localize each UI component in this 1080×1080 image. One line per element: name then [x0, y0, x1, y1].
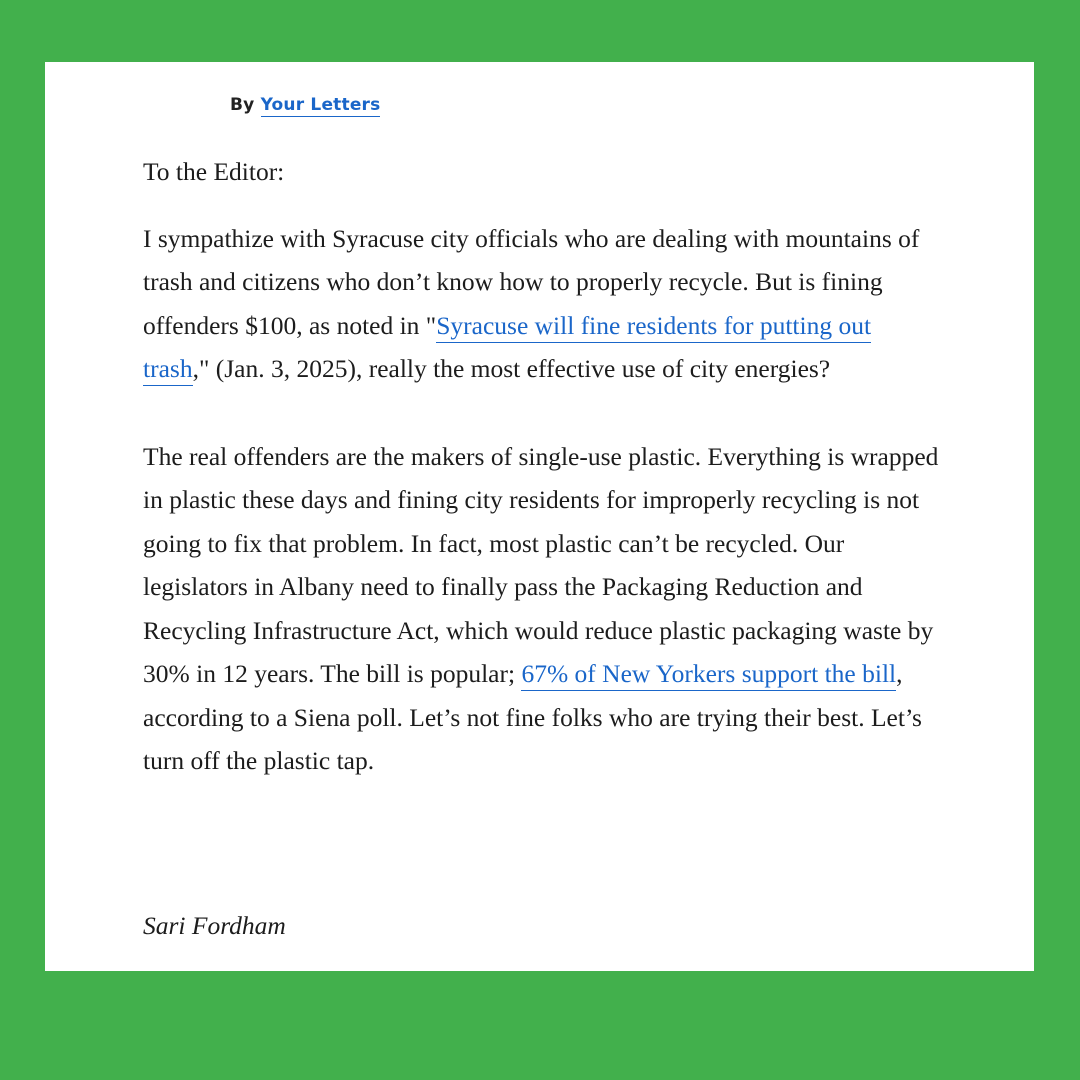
paragraph-1-text-after: ," (Jan. 3, 2025), really the most effective use of city energies?	[192, 354, 831, 383]
paragraph-2-text-after: , according to a Siena poll. Let’s not fine folks who are trying their best. Let’s turn off the plastic tap.	[143, 659, 922, 775]
paragraph-1	[143, 217, 943, 391]
byline-prefix: By	[230, 95, 255, 115]
paragraph-2-text-before: The real offenders are the makers of single-use plastic. Everything is wrapped in plastic these days and fining city residents for improperly recycling is not going to fix that problem. In fact, most plastic can’t be recycled. Our legislators in Albany need to finally pass the Packaging Reduction and Recycling Infrastructure Act, which would reduce plastic packaging waste by 30% in 12 years. The bill is popular;	[143, 441, 939, 688]
paragraph-1-text-before: I sympathize with Syracuse city officials who are dealing with mountains of trash and citizens who don’t know how to properly recycle. But is fining offenders $100, as noted in "	[143, 223, 920, 340]
byline	[230, 95, 380, 115]
author-link[interactable]: Your Letters	[260, 95, 381, 115]
poll-link[interactable]: 67% of New Yorkers support the bill	[521, 659, 896, 691]
letter-card	[45, 62, 1034, 971]
signature: Sari Fordham	[143, 911, 286, 940]
paragraph-2	[143, 435, 943, 783]
letter-body	[143, 150, 943, 783]
article-link[interactable]: Syracuse will fine residents for putting out trash	[143, 311, 871, 387]
salutation: To the Editor:	[143, 157, 285, 186]
